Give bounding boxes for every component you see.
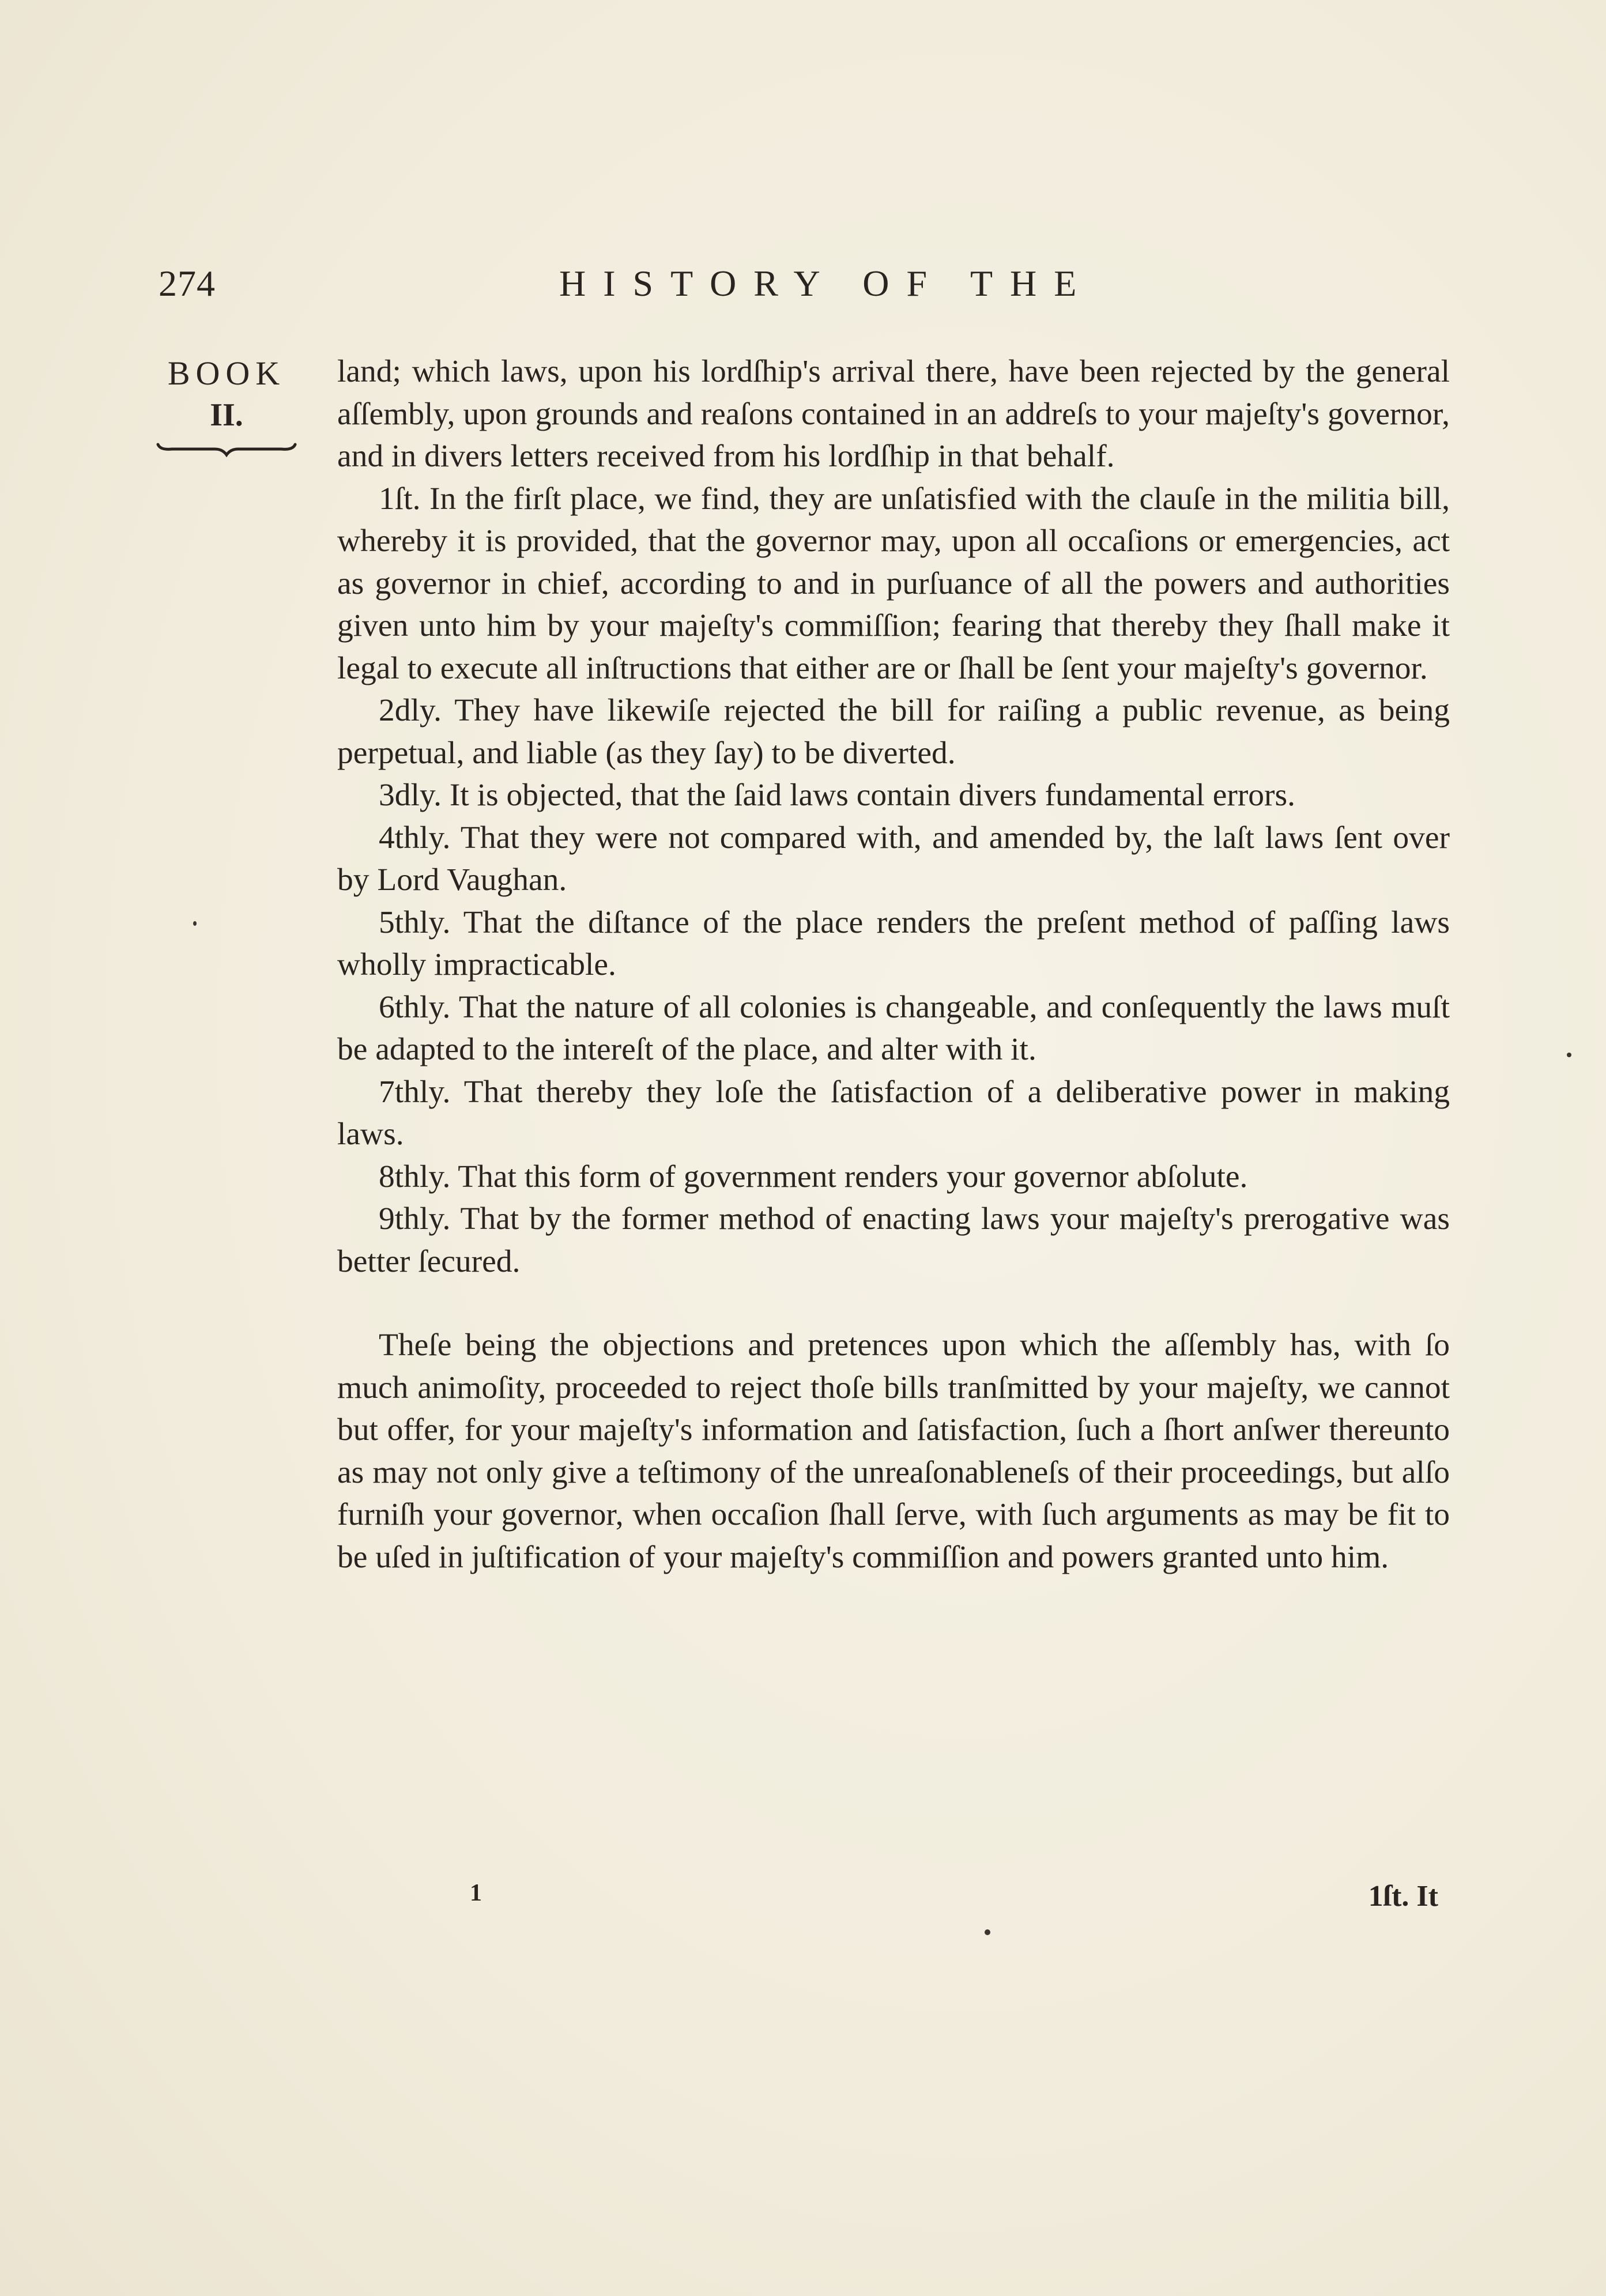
signature-mark: 1 [470, 1880, 482, 1906]
page-number: 274 [159, 263, 216, 304]
body-text [337, 350, 1450, 1578]
paragraph-answer-intro: Theſe being the objections and pretences upon which the aſſembly has, with ſo much animoſity, proceeded to reject thoſe bills tranſmitted by your majeſty, we cannot but offer, for your majeſty's information and ſatisfaction, ſuch a ſhort anſwer thereunto as may not only give a teſtimony of the unreaſonableneſs of their proceedings, but alſo furniſh your governor, when occaſion ſhall ſerve, with ſuch arguments as may be fit to be uſed in juſtification of your majeſty's commiſſion and powers granted unto him. [337, 1328, 1450, 1575]
paragraph-ninth-objection: 9thly. That by the former method of enacting laws your majeſty's prerogative was better ſecured. [337, 1201, 1450, 1279]
brace-ornament-icon [154, 436, 299, 459]
paragraph-second-objection: 2dly. They have likewiſe rejected the bill for raiſing a public revenue, as being perpetual, and liable (as they ſay) to be diverted. [337, 693, 1450, 771]
paragraph-sixth-objection: 6thly. That the nature of all colonies is changeable, and conſequently the laws muſt be adapted to the intereſt of the place, and alter with it. [337, 989, 1450, 1067]
paragraph-first-objection: 1ſt. In the firſt place, we find, they are unſatisfied with the clauſe in the militia bill, whereby it is provided, that the governor may, upon all occaſions or emergencies, act as governor in chief, according to and in purſuance of all the powers and authorities given unto him by your majeſty's commiſſion; fearing that thereby they ſhall make it legal to execute all inſtructions that either are or ſhall be ſent your majeſty's governor. [337, 481, 1450, 686]
paragraph-third-objection: 3dly. It is objected, that the ſaid laws contain divers fundamental errors. [379, 778, 1296, 813]
paragraph-fifth-objection: 5thly. That the diſtance of the place renders the preſent method of paſſing laws wholly impracticable. [337, 904, 1450, 982]
running-head: HISTORY OF THE [559, 263, 1094, 304]
paragraph-fourth-objection: 4thly. That they were not compared with, and amended by, the laſt laws ſent over by Lord Vaughan. [337, 820, 1450, 898]
catchword: 1ſt. It [1368, 1880, 1438, 1913]
ink-speck [1567, 1053, 1571, 1057]
ink-speck [193, 921, 197, 926]
paragraph-eighth-objection: 8thly. That this form of government renders your governor abſolute. [379, 1159, 1248, 1194]
margin-book-number: II. [210, 397, 243, 433]
paragraph-seventh-objection: 7thly. That thereby they loſe the ſatisfaction of a deliberative power in making laws. [337, 1074, 1450, 1152]
paragraph-continuation: land; which laws, upon his lordſhip's arrival there, have been rejected by the general aſſembly, upon grounds and reaſons contained in an addreſs to your majeſty's governor, and in divers letters received from his lordſhip in that behalf. [337, 354, 1450, 474]
margin-book-label: BOOK [167, 355, 286, 392]
margin-note [154, 353, 299, 459]
ink-speck [985, 1929, 990, 1935]
